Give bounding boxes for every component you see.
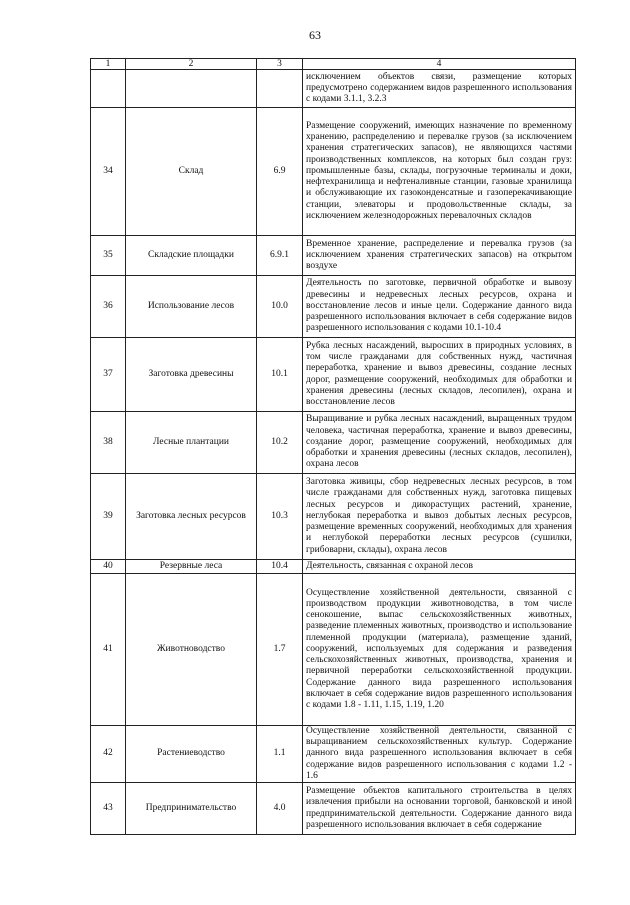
row-name: Растениеводство <box>126 726 257 783</box>
row-number: 41 <box>91 574 126 726</box>
table-row <box>91 783 576 835</box>
row-code: 1.1 <box>257 726 303 783</box>
row-number: 40 <box>91 560 126 574</box>
row-name: Заготовка древесины <box>126 338 257 412</box>
table-row <box>91 726 576 783</box>
row-name: Использование лесов <box>126 276 257 338</box>
row-name <box>126 70 257 108</box>
row-number: 42 <box>91 726 126 783</box>
table-row <box>91 276 576 338</box>
table-row <box>91 236 576 276</box>
row-number: 39 <box>91 474 126 560</box>
table-row <box>91 338 576 412</box>
header-col-1: 1 <box>91 59 126 70</box>
row-description: Рубка лесных насаждений, выросших в природных условиях, в том числе гражданами для собственных нужд, частичная переработка, хранение и вывоз древесины, создание лесных дорог, размещение сооружений, необходимых для обработки и хранения древесины (лесных складов, лесопилен), охрана и восстановление лесов <box>303 338 576 412</box>
page-number: 63 <box>309 28 321 42</box>
row-number: 43 <box>91 783 126 835</box>
table-row <box>91 474 576 560</box>
row-code: 10.3 <box>257 474 303 560</box>
row-code: 10.0 <box>257 276 303 338</box>
row-code: 1.7 <box>257 574 303 726</box>
row-name: Предпринимательство <box>126 783 257 835</box>
row-code <box>257 70 303 108</box>
row-number: 37 <box>91 338 126 412</box>
header-col-2: 2 <box>126 59 257 70</box>
row-description: Осуществление хозяйственной деятельности, связанной с выращиванием сельскохозяйственных культур. Содержание данного вида разрешенного использования включает в себя содержание видов разрешенного использования с кодами 1.2 - 1.6 <box>303 726 576 783</box>
row-code: 6.9.1 <box>257 236 303 276</box>
table-row <box>91 70 576 108</box>
row-description: исключением объектов связи, размещение которых предусмотрено содержанием видов разрешенного использования с кодами 3.1.1, 3.2.3 <box>303 70 576 108</box>
table-row <box>91 560 576 574</box>
row-description: Размещение объектов капитального строительства в целях извлечения прибыли на основании торговой, банковской и иной предпринимательской деятельности. Содержание данного вида разрешенного использования включает в себя содержание <box>303 783 576 835</box>
row-description: Осуществление хозяйственной деятельности, связанной с производством продукции животноводства, в том числе сенокошение, выпас сельскохозяйственных животных, разведение племенных животных, производство и использование племенной продукции (материала), размещение зданий, сооружений, используемых для содержания и разведения сельскохозяйственных животных, производства, хранения и первичной переработки сельскохозяйственной продукции. Содержание данного вида разрешенного использования включает в себя содержание видов разрешенного использования с кодами 1.8 - 1.11, 1.15, 1.19, 1.20 <box>303 574 576 726</box>
row-code: 10.2 <box>257 412 303 474</box>
row-name: Заготовка лесных ресурсов <box>126 474 257 560</box>
row-number: 38 <box>91 412 126 474</box>
row-name: Резервные леса <box>126 560 257 574</box>
header-col-3: 3 <box>257 59 303 70</box>
table-header-row <box>91 59 576 70</box>
row-number: 36 <box>91 276 126 338</box>
row-description: Деятельность, связанная с охраной лесов <box>303 560 576 574</box>
row-code: 10.4 <box>257 560 303 574</box>
row-description: Заготовка живицы, сбор недревесных лесных ресурсов, в том числе гражданами для собственных нужд, заготовка пищевых лесных ресурсов и дикорастущих растений, хранение, неглубокая переработка и вывоз добытых лесных ресурсов, размещение временных сооружений, необходимых для хранения и неглубокой переработки лесных ресурсов (сушилки, грибоварни, склады), охрана лесов <box>303 474 576 560</box>
row-name: Лесные плантации <box>126 412 257 474</box>
table-row <box>91 412 576 474</box>
row-code: 4.0 <box>257 783 303 835</box>
row-name: Склад <box>126 108 257 236</box>
row-number: 34 <box>91 108 126 236</box>
row-name: Складские площадки <box>126 236 257 276</box>
row-code: 10.1 <box>257 338 303 412</box>
table-row <box>91 108 576 236</box>
row-name: Животноводство <box>126 574 257 726</box>
header-col-4: 4 <box>303 59 576 70</box>
land-use-table <box>90 58 576 835</box>
row-description: Деятельность по заготовке, первичной обработке и вывозу древесины и недревесных лесных ресурсов, охрана и восстановление лесов и иные цели. Содержание данного вида разрешенного использования включает в себя содержание видов разрешенного использования с кодами 10.1-10.4 <box>303 276 576 338</box>
row-number <box>91 70 126 108</box>
row-description: Выращивание и рубка лесных насаждений, выращенных трудом человека, частичная переработка, хранение и вывоз древесины, создание дорог, размещение сооружений, необходимых для обработки и хранения древесины (лесных складов, лесопилен), охрана лесов <box>303 412 576 474</box>
row-code: 6.9 <box>257 108 303 236</box>
row-description: Временное хранение, распределение и перевалка грузов (за исключением хранения стратегических запасов) на открытом воздухе <box>303 236 576 276</box>
row-description: Размещение сооружений, имеющих назначение по временному хранению, распределению и перевалке грузов (за исключением хранения стратегических запасов), не являющихся частями производственных комплексов, на которых был создан груз: промышленные базы, склады, погрузочные терминалы и доки, нефтехранилища и нефтеналивные станции, газовые хранилища и обслуживающие их газоконденсатные и газоперекачивающие станции, элеваторы и продовольственные склады, за исключением железнодорожных перевалочных складов <box>303 108 576 236</box>
table-row <box>91 574 576 726</box>
row-number: 35 <box>91 236 126 276</box>
